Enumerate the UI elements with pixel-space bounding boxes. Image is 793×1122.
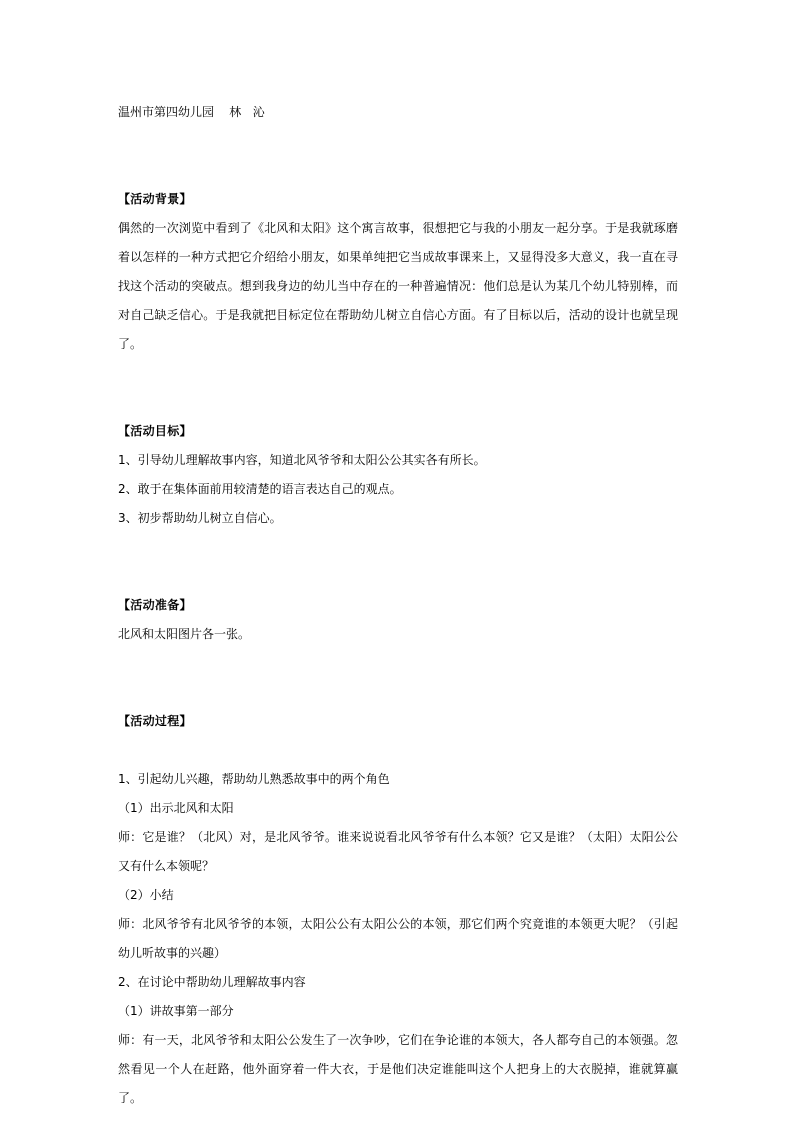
spacer	[118, 156, 678, 185]
goal-item: 2、敢于在集体面前用较清楚的语言表达自己的观点。	[118, 482, 402, 496]
process-step: 2、在讨论中帮助幼儿理解故事内容	[118, 975, 306, 989]
process-substep: （1）讲故事第一部分	[118, 1004, 234, 1018]
section-goals	[118, 388, 678, 533]
goal-item: 1、引导幼儿理解故事内容，知道北风爷爷和太阳公公其实各有所长。	[118, 453, 486, 467]
background-heading: 【活动背景】	[118, 192, 192, 206]
process-dialogue: 师：它是谁？（北风）对，是北风爷爷。谁来说说看北风爷爷有什么本领？它又是谁？（太阳）太阳公公又有什么本领呢？	[118, 830, 678, 873]
section-process	[118, 678, 678, 1113]
background-paragraph: 偶然的一次浏览中看到了《北风和太阳》这个寓言故事，很想把它与我的小朋友一起分享。于是我就琢磨着以怎样的一种方式把它介绍给小朋友，如果单纯把它当成故事课来上，又显得没多大意义，我一直在寻找这个活动的突破点。想到我身边的幼儿当中存在的一种普遍情况：他们总是认为某几个幼儿特别棒，而对自己缺乏信心。于是我就把目标定位在帮助幼儿树立自信心方面。有了目标以后，活动的设计也就呈现了。	[118, 221, 678, 351]
section-background	[118, 156, 678, 359]
process-substep: （1）出示北风和太阳	[118, 801, 234, 815]
spacer	[118, 388, 678, 417]
process-dialogue: 师：有一天，北风爷爷和太阳公公发生了一次争吵，它们在争论谁的本领大，各人都夸自己的本领强。忽然看见一个人在赶路，他外面穿着一件大衣，于是他们决定谁能叫这个人把身上的大衣脱掉，谁就算赢了。	[118, 1033, 678, 1105]
preparation-heading: 【活动准备】	[118, 598, 192, 612]
process-heading: 【活动过程】	[118, 714, 192, 728]
process-step: 1、引起幼儿兴趣，帮助幼儿熟悉故事中的两个角色	[118, 772, 390, 786]
section-preparation	[118, 562, 678, 649]
spacer	[118, 562, 678, 591]
goal-item: 3、初步帮助幼儿树立自信心。	[118, 511, 282, 525]
spacer	[118, 678, 678, 707]
document-body	[118, 98, 678, 1113]
process-dialogue: 师：北风爷爷有北风爷爷的本领，太阳公公有太阳公公的本领，那它们两个究竟谁的本领更大呢？（引起幼儿听故事的兴趣）	[118, 917, 678, 960]
process-substep: （2）小结	[118, 888, 174, 902]
preparation-text: 北风和太阳图片各一张。	[118, 627, 251, 641]
goals-heading: 【活动目标】	[118, 424, 192, 438]
author-line: 温州市第四幼儿园 林 沁	[118, 105, 265, 119]
spacer	[118, 736, 678, 765]
